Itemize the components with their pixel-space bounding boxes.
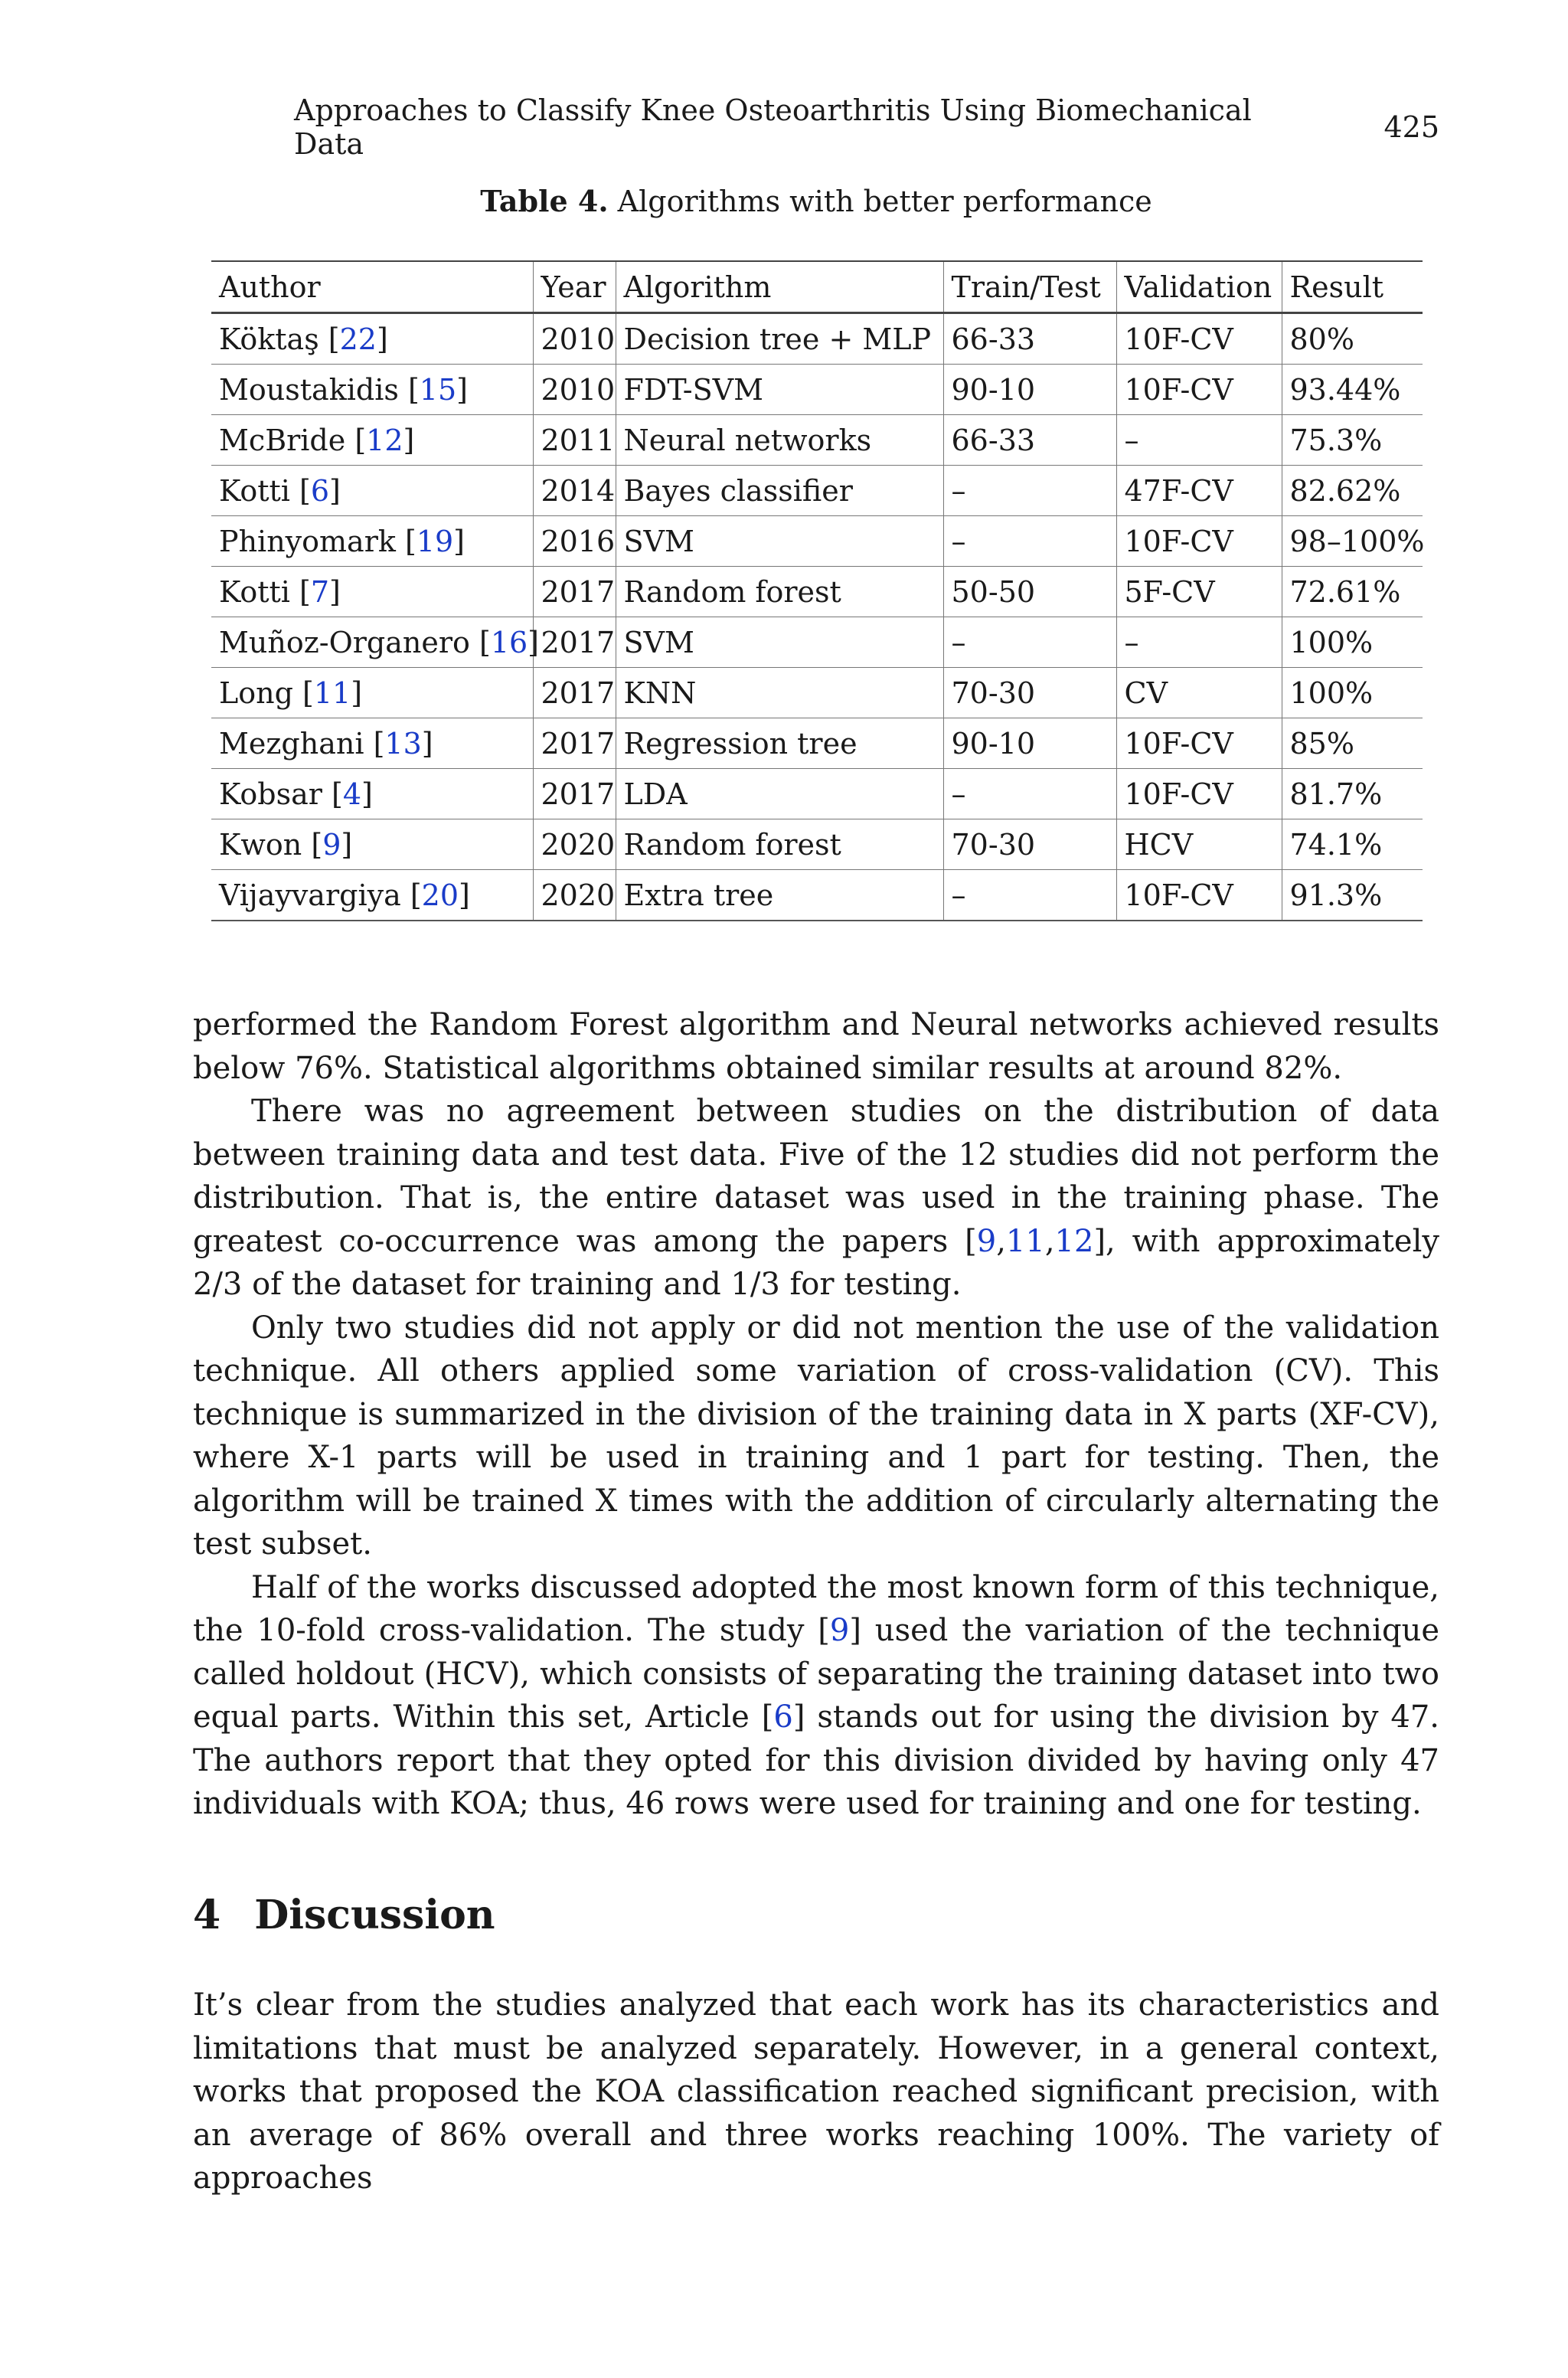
table-row <box>211 415 1423 466</box>
page-number: 425 <box>1383 110 1439 144</box>
cell-algorithm: KNN <box>616 668 943 718</box>
cell-author: Kobsar [4] <box>211 769 533 819</box>
cell-algorithm: SVM <box>616 516 943 567</box>
author-name: Vijayvargiya <box>219 878 401 912</box>
table-caption-label: Table 4. <box>480 184 609 218</box>
running-head <box>294 93 1439 161</box>
table-header-row <box>211 261 1423 313</box>
cell-author: Phinyomark [19] <box>211 516 533 567</box>
author-name: Mezghani <box>219 726 364 761</box>
cell-validation: HCV <box>1116 819 1282 870</box>
cell-result: 98–100% <box>1282 516 1423 567</box>
cell-algorithm: Decision tree + MLP <box>616 313 943 365</box>
cell-algorithm: Extra tree <box>616 870 943 921</box>
table-body <box>211 313 1423 921</box>
author-name: Kwon <box>219 827 302 862</box>
cell-train-test: – <box>943 516 1116 567</box>
author-name: Muñoz-Organero <box>219 625 470 659</box>
column-header: Algorithm <box>616 261 943 313</box>
paragraph <box>193 1566 1439 1826</box>
paragraph-text: ] used the variation of the technique called holdout (HCV), which consists of separating the training dataset into two equal parts. Within this set, Article [ <box>193 1613 1439 1735</box>
cell-author: Moustakidis [15] <box>211 365 533 415</box>
author-name: Kobsar <box>219 777 322 811</box>
cell-algorithm: Random forest <box>616 819 943 870</box>
author-name: McBride <box>219 423 346 457</box>
cell-result: 93.44% <box>1282 365 1423 415</box>
cell-validation: – <box>1116 617 1282 668</box>
cell-year: 2020 <box>533 819 616 870</box>
section-heading <box>193 1892 495 1938</box>
citation-link[interactable]: 9 <box>829 1613 850 1648</box>
cell-result: 91.3% <box>1282 870 1423 921</box>
paragraph-text: It’s clear from the studies analyzed that each work has its characteristics and limitations that must be analyzed separately. However, in a general context, works that proposed the KOA classification reached significant precision, with an average of 86% overall and three works reaching 100%. The variety of approaches <box>193 1987 1439 2196</box>
citation-link[interactable]: 12 <box>366 423 403 457</box>
cell-algorithm: LDA <box>616 769 943 819</box>
cell-train-test: 66-33 <box>943 313 1116 365</box>
cell-train-test: – <box>943 617 1116 668</box>
paragraph-text: ], with approximately 2/3 of the dataset for training and 1/3 for testing. <box>193 1223 1439 1302</box>
cell-validation: 10F-CV <box>1116 769 1282 819</box>
column-header: Author <box>211 261 533 313</box>
cell-result: 80% <box>1282 313 1423 365</box>
cell-author: Muñoz-Organero [16] <box>211 617 533 668</box>
citation-link[interactable]: 11 <box>313 675 351 710</box>
paragraph-text: Half of the works discussed adopted the most known form of this technique, the 10-fold cross-validation. The study [ <box>193 1569 1439 1648</box>
section-number: 4 <box>193 1892 221 1938</box>
cell-validation: CV <box>1116 668 1282 718</box>
paragraph <box>193 1003 1439 1090</box>
cell-year: 2017 <box>533 668 616 718</box>
cell-train-test: – <box>943 769 1116 819</box>
cell-year: 2017 <box>533 617 616 668</box>
author-name: Long <box>219 675 293 710</box>
cell-result: 82.62% <box>1282 466 1423 516</box>
cell-train-test: 70-30 <box>943 668 1116 718</box>
cell-author: Long [11] <box>211 668 533 718</box>
cell-author: Vijayvargiya [20] <box>211 870 533 921</box>
cell-train-test: – <box>943 466 1116 516</box>
cell-train-test: 70-30 <box>943 819 1116 870</box>
citation-link[interactable]: 9 <box>976 1223 997 1259</box>
cell-validation: 10F-CV <box>1116 870 1282 921</box>
cell-result: 72.61% <box>1282 567 1423 617</box>
cell-train-test: 50-50 <box>943 567 1116 617</box>
cell-year: 2010 <box>533 313 616 365</box>
cell-author: Kwon [9] <box>211 819 533 870</box>
citation-link[interactable]: 12 <box>1054 1223 1094 1259</box>
cell-author: Kotti [7] <box>211 567 533 617</box>
results-table <box>211 260 1423 921</box>
citation-link[interactable]: 7 <box>310 574 330 609</box>
author-name: Moustakidis <box>219 372 399 407</box>
table-row <box>211 567 1423 617</box>
table-row <box>211 769 1423 819</box>
cell-validation: 47F-CV <box>1116 466 1282 516</box>
cell-year: 2011 <box>533 415 616 466</box>
cell-result: 100% <box>1282 668 1423 718</box>
author-name: Kotti <box>219 574 290 609</box>
section-title: Discussion <box>254 1892 495 1938</box>
paragraph <box>193 1984 1439 2200</box>
discussion-text <box>193 1984 1439 2200</box>
cell-validation: 10F-CV <box>1116 516 1282 567</box>
author-name: Kotti <box>219 473 290 508</box>
cell-train-test: 90-10 <box>943 718 1116 769</box>
table-row <box>211 870 1423 921</box>
cell-validation: 10F-CV <box>1116 313 1282 365</box>
table-row <box>211 819 1423 870</box>
citation-link[interactable]: 6 <box>773 1699 793 1735</box>
citation-link[interactable]: 13 <box>384 726 422 761</box>
paragraph-text: Only two studies did not apply or did not mention the use of the validation technique. All others applied some variation of cross-validation (CV). This technique is summarized in the division of the training data in X parts (XF-CV), where X-1 parts will be used in training and 1 part for testing. Then, the algorithm will be trained X times with the addition of circularly alternating the test subset. <box>193 1310 1439 1562</box>
citation-link[interactable]: 19 <box>416 524 454 558</box>
running-title: Approaches to Classify Knee Osteoarthritis Using Biomechanical Data <box>294 93 1252 161</box>
paragraph <box>193 1307 1439 1566</box>
body-text <box>193 1003 1439 1826</box>
cell-author: Mezghani [13] <box>211 718 533 769</box>
cell-year: 2010 <box>533 365 616 415</box>
paragraph-text: There was no agreement between studies on the distribution of data between training data and test data. Five of the 12 studies did not perform the distribution. That is, the entire dataset was used in the training phase. The greatest co-occurrence was among the papers [ <box>193 1094 1439 1259</box>
cell-algorithm: Random forest <box>616 567 943 617</box>
cell-year: 2017 <box>533 567 616 617</box>
cell-algorithm: SVM <box>616 617 943 668</box>
author-name: Köktaş <box>219 322 319 356</box>
cell-year: 2014 <box>533 466 616 516</box>
table-row <box>211 516 1423 567</box>
cell-train-test: – <box>943 870 1116 921</box>
citation-link[interactable]: 15 <box>419 372 457 407</box>
table-caption-text: Algorithms with better performance <box>617 185 1152 218</box>
cell-year: 2017 <box>533 769 616 819</box>
table-row <box>211 668 1423 718</box>
citation-link[interactable]: 16 <box>490 625 528 659</box>
table-row <box>211 617 1423 668</box>
cell-author: Kotti [6] <box>211 466 533 516</box>
table-row <box>211 466 1423 516</box>
table-caption <box>193 184 1439 218</box>
paragraph-text: ] stands out for using the division by 47. The authors report that they opted for this division divided by having only 47 individuals with KOA; thus, 46 rows were used for training and one for testing. <box>193 1699 1439 1821</box>
column-header: Train/Test <box>943 261 1116 313</box>
column-header: Validation <box>1116 261 1282 313</box>
citation-link[interactable]: 9 <box>322 827 341 862</box>
paragraph-text: performed the Random Forest algorithm and Neural networks achieved results below 76%. Statistical algorithms obtained similar results at around 82%. <box>193 1007 1439 1086</box>
cell-validation: 5F-CV <box>1116 567 1282 617</box>
column-header: Year <box>533 261 616 313</box>
cell-validation: 10F-CV <box>1116 365 1282 415</box>
table-row <box>211 718 1423 769</box>
cell-algorithm: FDT-SVM <box>616 365 943 415</box>
table-row <box>211 365 1423 415</box>
cell-train-test: 90-10 <box>943 365 1116 415</box>
author-name: Phinyomark <box>219 524 396 558</box>
cell-author: McBride [12] <box>211 415 533 466</box>
cell-result: 75.3% <box>1282 415 1423 466</box>
cell-author: Köktaş [22] <box>211 313 533 365</box>
cell-algorithm: Bayes classifier <box>616 466 943 516</box>
cell-year: 2016 <box>533 516 616 567</box>
citation-link[interactable]: 22 <box>339 322 377 356</box>
cell-result: 100% <box>1282 617 1423 668</box>
cell-validation: 10F-CV <box>1116 718 1282 769</box>
citation-link[interactable]: 4 <box>342 777 361 811</box>
cell-result: 74.1% <box>1282 819 1423 870</box>
cell-train-test: 66-33 <box>943 415 1116 466</box>
cell-algorithm: Regression tree <box>616 718 943 769</box>
cell-year: 2020 <box>533 870 616 921</box>
cell-year: 2017 <box>533 718 616 769</box>
table-row <box>211 313 1423 365</box>
column-header: Result <box>1282 261 1423 313</box>
citation-link[interactable]: 6 <box>310 473 330 508</box>
cell-algorithm: Neural networks <box>616 415 943 466</box>
paragraph: There was no agreement between studies on the distribution of data between training data and test data. Five of the 12 studies did not perform the distribution. That is, the entire dataset was used in the training phase. The greatest co-occurrence was among the papers [9,11,12], with approximately 2/3 of the dataset for training and 1/3 for testing. <box>193 1094 1439 1302</box>
cell-result: 81.7% <box>1282 769 1423 819</box>
citation-link[interactable]: 11 <box>1005 1223 1045 1259</box>
cell-validation: – <box>1116 415 1282 466</box>
citation-link[interactable]: 20 <box>421 878 459 912</box>
cell-result: 85% <box>1282 718 1423 769</box>
